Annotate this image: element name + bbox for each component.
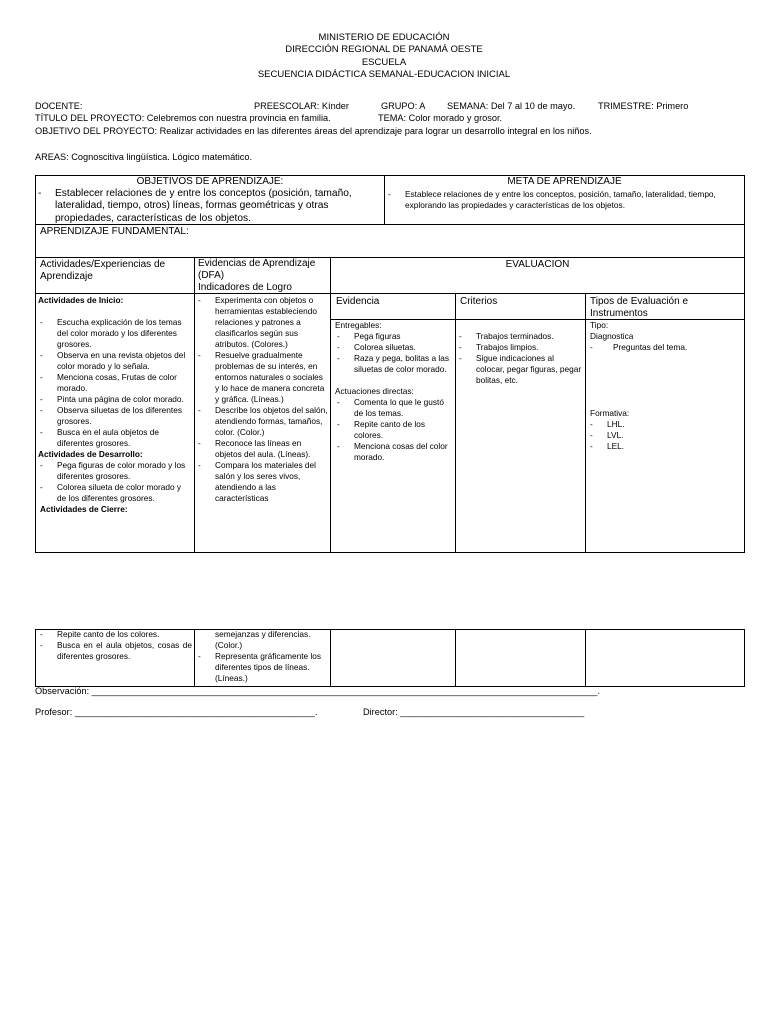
col-evaluacion: EVALUACION bbox=[505, 259, 570, 270]
list-item: - Comenta lo que le gustó de los temas. bbox=[335, 397, 453, 419]
table-border bbox=[455, 293, 456, 553]
list-item: - Preguntas del tema. bbox=[588, 342, 742, 353]
indicador-continuation: semejanzas y diferencias. (Color.) bbox=[215, 629, 311, 650]
list-item: - Sigue indicaciones al colocar, pegar figuras, pegar bolitas, etc. bbox=[457, 353, 583, 386]
list-item: - Compara los materiales del salón y los seres vivos, atendiendo a las características bbox=[196, 460, 328, 504]
list-item: - Menciona cosas, Frutas de color morado. bbox=[38, 372, 192, 394]
col-evidencias-line3: Indicadores de Logro bbox=[198, 282, 292, 293]
table-border bbox=[744, 629, 745, 687]
ministry-title: MINISTERIO DE EDUCACIÓN bbox=[318, 32, 450, 43]
table-border bbox=[35, 293, 745, 294]
list-item: - Pega figuras bbox=[335, 331, 453, 342]
list-item: - Pinta una página de color morado. bbox=[38, 394, 192, 405]
tema-info: TEMA: Color morado y grosor. bbox=[378, 113, 503, 123]
profesor-signature: Profesor: _______________________________________________. bbox=[35, 707, 318, 717]
director-signature: Director: ____________________________________ bbox=[363, 707, 585, 717]
table-border bbox=[194, 629, 195, 687]
col-criterios: Criterios bbox=[460, 296, 498, 307]
list-item: - Reconoce las líneas en objetos del aula. (Líneas). bbox=[196, 438, 328, 460]
meta-list bbox=[386, 189, 741, 211]
table-border bbox=[585, 293, 586, 553]
grupo-info: GRUPO: A bbox=[381, 101, 426, 111]
titulo-proyecto: TÍTULO DEL PROYECTO: Celebremos con nuestra provincia en familia. bbox=[35, 113, 331, 123]
document-header bbox=[0, 32, 768, 81]
list-item: - LVL. bbox=[588, 430, 742, 441]
entregables-title: Entregables: bbox=[335, 320, 382, 330]
col-actividades: Actividades/Experiencias de Aprendizaje bbox=[40, 259, 166, 282]
tipo-title: Tipo: bbox=[590, 320, 609, 330]
list-item: - LHL. bbox=[588, 419, 742, 430]
table-border bbox=[330, 629, 331, 687]
preescolar-info: PREESCOLAR: Kínder bbox=[254, 101, 349, 111]
list-item: - Experimenta con objetos o herramientas estableciendo relaciones y patrones a clasificarlos según sus atributos. (Colores.) bbox=[196, 295, 328, 350]
list-item: - Escucha explicación de los temas del color morado y los diferentes grosores. bbox=[38, 317, 192, 350]
col-evidencias-aprendizaje bbox=[198, 258, 328, 294]
objetivo-item: - Establecer relaciones de y entre los conceptos (posición, tamaño, lateralidad, tiempo, otros) líneas, formas geométricas y otras propiedades, características de los objetos. bbox=[36, 188, 381, 225]
region-title: DIRECCIÓN REGIONAL DE PANAMÁ OESTE bbox=[285, 44, 483, 56]
desarrollo-title: Actividades de Desarrollo: bbox=[38, 449, 143, 459]
tipos-content bbox=[590, 320, 742, 452]
areas-info: AREAS: Cognoscitiva lingüística. Lógico matemático. bbox=[35, 152, 253, 162]
col-evidencia: Evidencia bbox=[336, 296, 380, 307]
cierre-list bbox=[38, 629, 192, 662]
table-border bbox=[35, 257, 745, 258]
actividades-content bbox=[38, 295, 192, 515]
aprendizaje-fundamental: APRENDIZAJE FUNDAMENTAL: bbox=[40, 226, 189, 237]
observacion-line: Observación: ___________________________________________________________________________________________________. bbox=[35, 686, 601, 696]
table-border bbox=[455, 629, 456, 687]
objetivo-proyecto: OBJETIVO DEL PROYECTO: Realizar actividades en las diferentes áreas del aprendizaje para lograr un desarrollo integral en los niños. bbox=[35, 126, 592, 136]
list-item: - Observa en una revista objetos del color morado y lo señala. bbox=[38, 350, 192, 372]
table-border bbox=[744, 175, 745, 553]
list-item: - Colorea silueta de color morado y de los diferentes grosores. bbox=[38, 482, 192, 504]
table-border bbox=[585, 629, 586, 687]
list-item: - Repite canto de los colores. bbox=[335, 419, 453, 441]
actuaciones-title: Actuaciones directas: bbox=[335, 386, 414, 396]
list-item: - Trabajos limpios. bbox=[457, 342, 583, 353]
semana-info: SEMANA: Del 7 al 10 de mayo. bbox=[447, 101, 576, 111]
formativa-label: Formativa: bbox=[590, 408, 630, 418]
table-border bbox=[35, 175, 36, 553]
indicadores-list bbox=[196, 295, 328, 504]
list-item: - Resuelve gradualmente problemas de su interés, en entornos naturales o sociales y lo hace de manera concreta y gráfica. (Líneas.) bbox=[196, 350, 328, 405]
list-item: - Menciona cosas del color morado. bbox=[335, 441, 453, 463]
list-item: - LEL. bbox=[588, 441, 742, 452]
list-item: - Representa gráficamente los diferentes tipos de líneas. (Líneas.) bbox=[196, 651, 328, 684]
list-item: - Describe los objetos del salón, atendiendo formas, tamaños, color. (Color.) bbox=[196, 405, 328, 438]
diagnostica-label: Diagnostica bbox=[590, 331, 634, 341]
evidencia-content bbox=[335, 320, 453, 463]
list-item: - Busca en el aula objetos de diferentes grosores. bbox=[38, 427, 192, 449]
table-border bbox=[330, 257, 331, 553]
list-item: - Trabajos terminados. bbox=[457, 331, 583, 342]
indicadores-continued bbox=[196, 629, 328, 684]
col-evidencias-line2: (DFA) bbox=[198, 270, 225, 281]
col-evidencias-line1: Evidencias de Aprendizaje bbox=[198, 258, 316, 269]
school-title: ESCUELA bbox=[361, 56, 407, 68]
list-item: - Raza y pega, bolitas a las siluetas de color morado. bbox=[335, 353, 453, 375]
sequence-title: SECUENCIA DIDÁCTICA SEMANAL-EDUCACION INICIAL bbox=[257, 68, 511, 80]
meta-item: - Establece relaciones de y entre los conceptos, posición, tamaño, lateralidad, tiempo, explorando las propiedades y características de los objetos. bbox=[386, 189, 741, 211]
inicio-title: Actividades de Inicio: bbox=[38, 295, 124, 305]
table-border bbox=[35, 629, 36, 687]
cierre-title: Actividades de Cierre: bbox=[40, 504, 128, 514]
col-tipos-evaluacion: Tipos de Evaluación e Instrumentos bbox=[590, 296, 689, 319]
list-item: - Pega figuras de color morado y los diferentes grosores. bbox=[38, 460, 192, 482]
list-item: - Colorea siluetas. bbox=[335, 342, 453, 353]
meta-heading: META DE APRENDIZAJE bbox=[507, 176, 622, 187]
objetivos-list bbox=[36, 188, 381, 225]
list-item: - Observa siluetas de los diferentes grosores. bbox=[38, 405, 192, 427]
table-border bbox=[194, 257, 195, 553]
list-item: - Busca en el aula objetos, cosas de diferentes grosores. bbox=[38, 640, 192, 662]
list-item: - Repite canto de los colores. bbox=[38, 629, 192, 640]
objetivos-heading: OBJETIVOS DE APRENDIZAJE: bbox=[136, 176, 284, 187]
criterios-list bbox=[457, 331, 583, 386]
docente-label: DOCENTE: bbox=[35, 101, 83, 111]
table-border bbox=[35, 552, 745, 553]
trimestre-info: TRIMESTRE: Primero bbox=[598, 101, 689, 111]
